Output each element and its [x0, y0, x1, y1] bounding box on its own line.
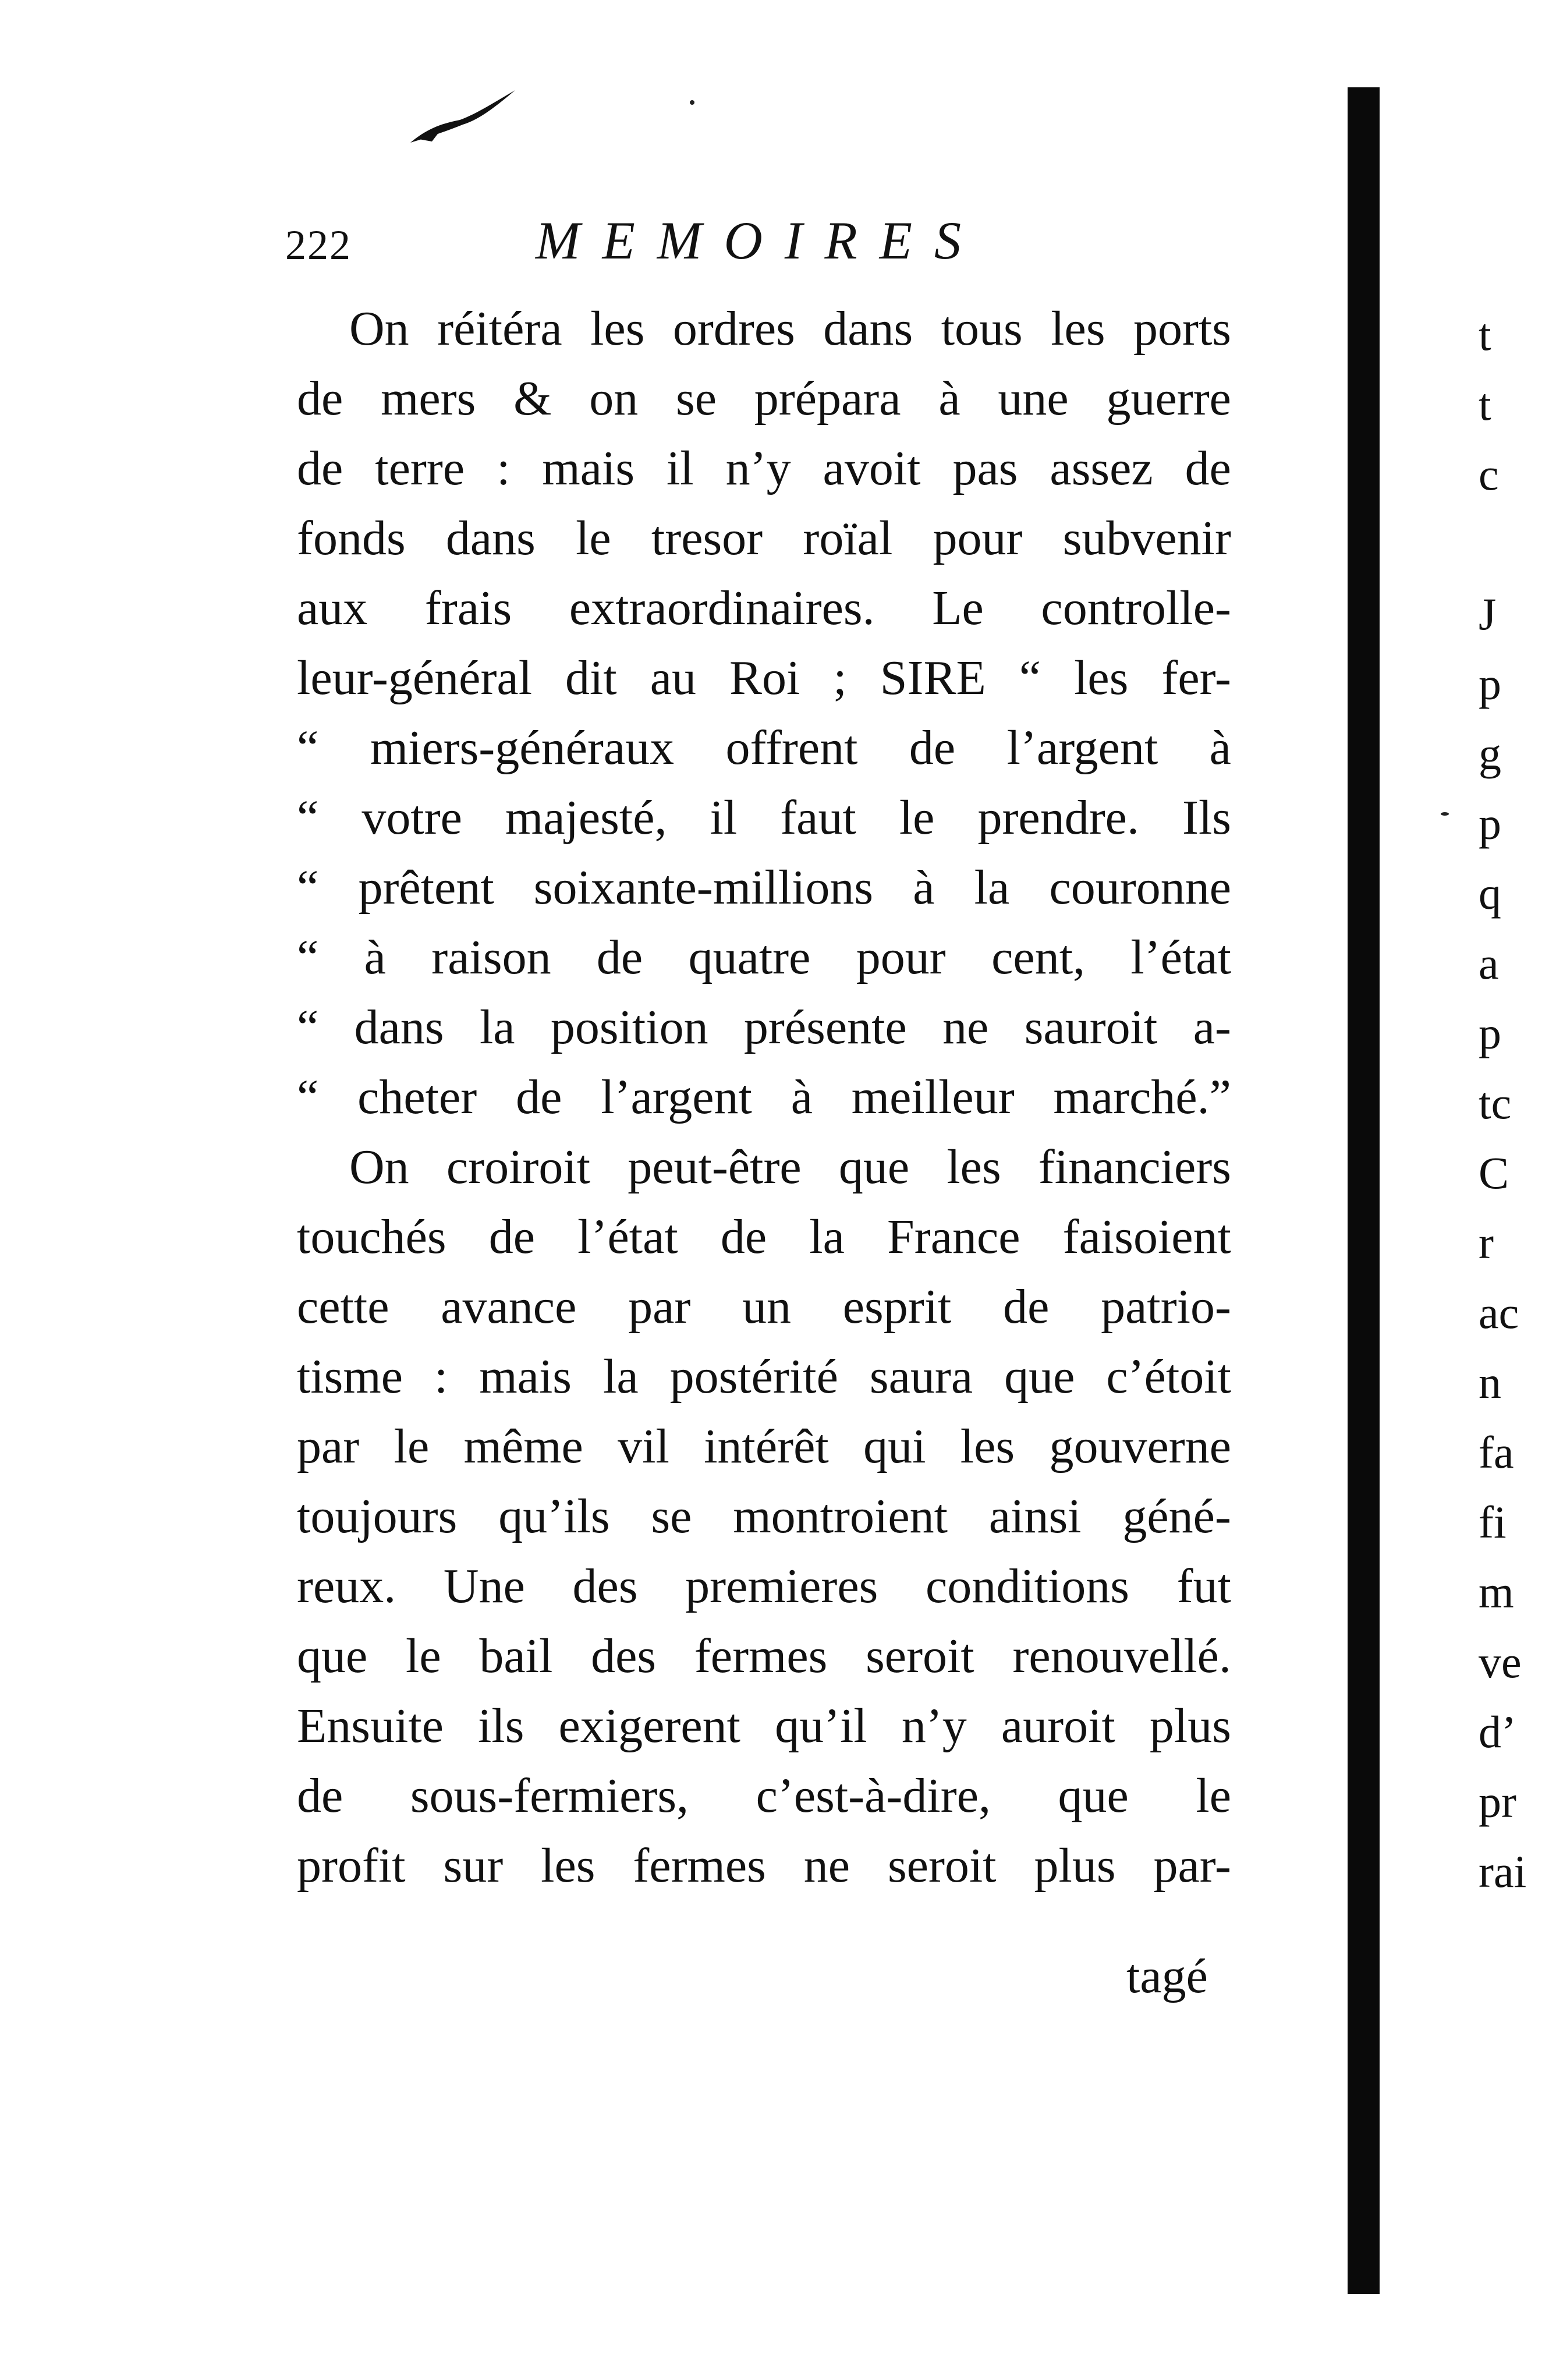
margin-fragment: m — [1479, 1567, 1514, 1617]
margin-fragment: r — [1479, 1217, 1494, 1268]
text-line: aux frais extraordinaires. Le controlle- — [297, 581, 1231, 635]
quill-ornament-icon — [407, 87, 518, 151]
margin-fragment: tc — [1479, 1078, 1512, 1128]
text-line: “ dans la position présente ne sauroit a- — [297, 1000, 1231, 1054]
text-line: fonds dans le tresor roïal pour subvenir — [297, 511, 1231, 565]
text-line: reux. Une des premieres conditions fut — [297, 1559, 1231, 1613]
margin-fragment: ve — [1479, 1637, 1522, 1687]
page-number: 222 — [285, 222, 352, 268]
text-line: par le même vil intérêt qui les gouverne — [297, 1419, 1231, 1474]
margin-fragment: rai — [1479, 1846, 1527, 1897]
text-line: “ cheter de l’argent à meilleur marché.” — [297, 1070, 1231, 1124]
margin-fragment: p — [1479, 798, 1501, 849]
text-line: tisme : mais la postérité saura que c’étoit — [297, 1350, 1231, 1404]
running-title: MEMOIRES — [536, 211, 983, 270]
text-line: “ à raison de quatre pour cent, l’état — [297, 930, 1231, 984]
margin-fragment: p — [1479, 1008, 1501, 1058]
text-line: de sous-fermiers, c’est-à-dire, que le — [297, 1769, 1231, 1823]
text-line: touchés de l’état de la France faisoient — [297, 1210, 1231, 1264]
margin-fragment: fa — [1479, 1427, 1514, 1478]
margin-fragment: ac — [1479, 1287, 1519, 1338]
margin-fragment: a — [1479, 938, 1499, 989]
margin-fragment: p — [1479, 658, 1501, 709]
catchword: tagé — [1126, 1949, 1208, 2003]
body-text — [297, 294, 1231, 1901]
text-line: “ votre majesté, il faut le prendre. Ils — [297, 791, 1231, 845]
text-line: cette avance par un esprit de patrio- — [297, 1280, 1231, 1334]
text-line: toujours qu’ils se montroient ainsi géné- — [297, 1489, 1231, 1543]
margin-fragment — [1479, 509, 1549, 579]
margin-fragment: J — [1479, 589, 1497, 639]
text-line: “ prêtent soixante-millions à la couronne — [297, 860, 1231, 915]
text-line: que le bail des fermes seroit renouvellé. — [297, 1629, 1231, 1683]
margin-fragment: t — [1479, 379, 1491, 430]
facing-page-fragments — [1479, 300, 1549, 1907]
text-line: de terre : mais il n’y avoit pas assez de — [297, 441, 1231, 495]
text-line: “ miers-généraux offrent de l’argent à — [297, 721, 1231, 775]
text-line: leur-général dit au Roi ; SIRE “ les fer- — [297, 651, 1231, 705]
book-gutter-shadow — [1348, 87, 1380, 2294]
text-line: On réitéra les ordres dans tous les ports — [349, 302, 1231, 356]
text-line: On croiroit peut-être que les financiers — [349, 1140, 1231, 1194]
margin-fragment: d’ — [1479, 1706, 1516, 1757]
margin-fragment: t — [1479, 309, 1491, 360]
text-line: de mers & on se prépara à une guerre — [297, 371, 1231, 426]
margin-fragment: n — [1479, 1357, 1501, 1408]
margin-fragment: q — [1479, 868, 1501, 919]
ink-speck — [690, 100, 694, 105]
text-line: Ensuite ils exigerent qu’il n’y auroit plus — [297, 1699, 1231, 1753]
margin-fragment: g — [1479, 728, 1501, 779]
margin-fragment: C — [1479, 1148, 1509, 1198]
ink-speck — [1441, 812, 1449, 816]
margin-fragment: pr — [1479, 1776, 1516, 1827]
text-line: profit sur les fermes ne seroit plus par- — [297, 1839, 1231, 1893]
page-header — [285, 210, 1240, 285]
margin-fragment: c — [1479, 449, 1499, 500]
margin-fragment: fi — [1479, 1497, 1507, 1547]
